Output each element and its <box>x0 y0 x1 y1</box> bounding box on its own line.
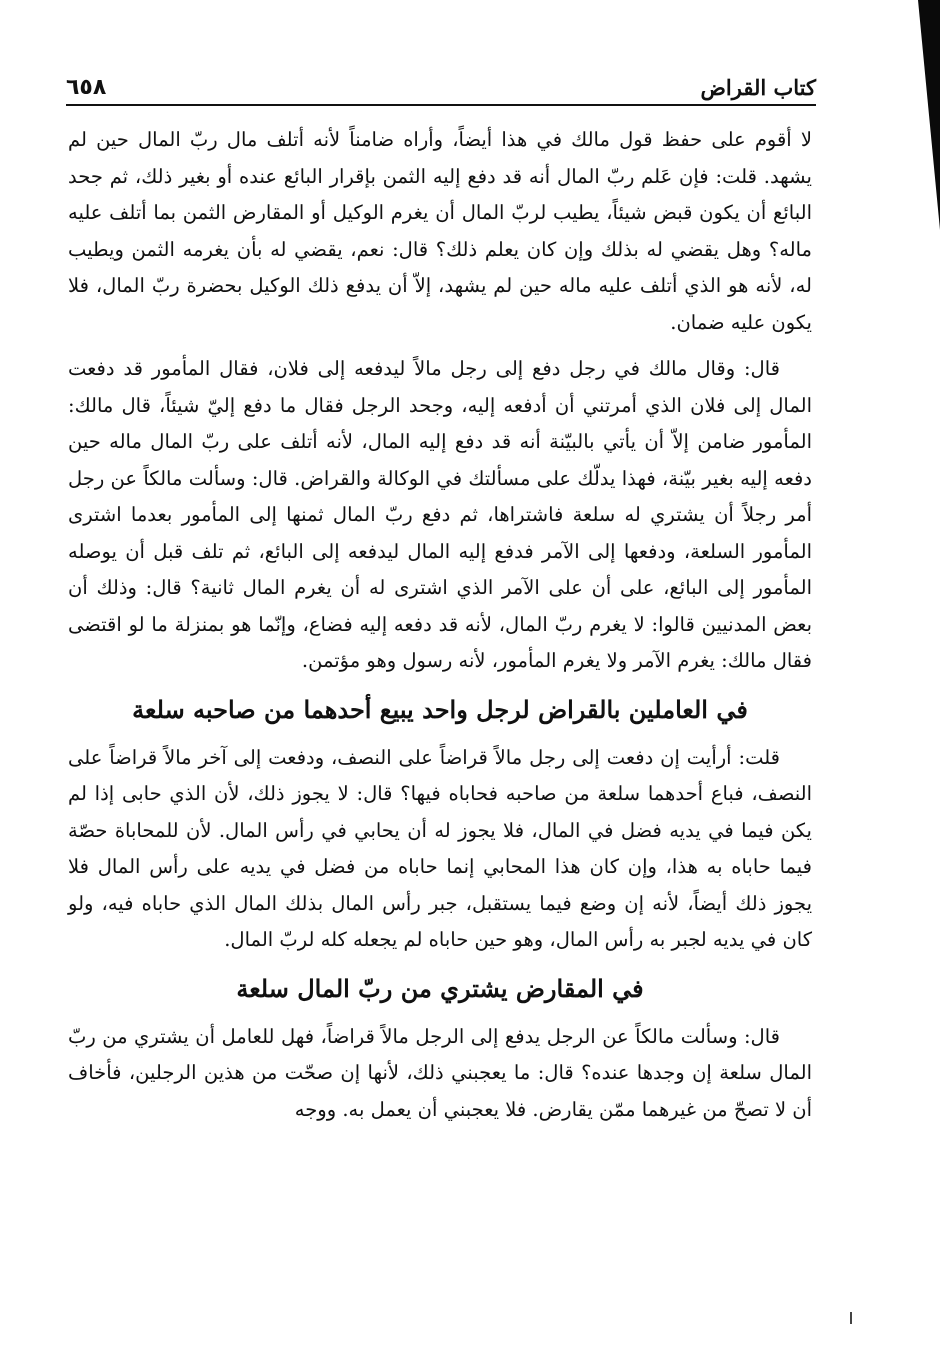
page-body <box>68 122 812 1128</box>
book-title: كتاب القراض <box>700 75 816 100</box>
paragraph-3: قلت: أرأيت إن دفعت إلى رجل مالاً قراضاً على النصف، ودفعت إلى آخر مالاً قراضاً على النصف، فباع أحدهما سلعة من صاحبه فحاباه فيها؟ قال: لا يجوز ذلك، لأن الذي حابى إذا لم يكن فيما في يديه فضل في المال، فلا يجوز له أن يحابي في رأس المال. لأن للمحاباة حصّة فيما حاباه به هذا، وإن كان هذا المحابي إنما حاباه من فضل في يديه على رأس المال فلا يجوز ذلك أيضاً، لأنه إن وضع فيما يستقبل، جبر رأس المال بذلك المال الذي حاباه فيه، ولو كان في يديه لجبر به رأس المال، وهو حين حاباه لم يجعله كله لربّ المال. <box>68 745 812 951</box>
running-header <box>66 66 816 106</box>
scan-mark <box>850 1312 852 1324</box>
section-heading-2: في المقارض يشتري من ربّ المال سلعة <box>236 973 644 1003</box>
page-edge-mark <box>918 0 940 230</box>
paragraph-1: لا أقوم على حفظ قول مالك في هذا أيضاً، وأراه ضامناً لأنه أتلف مال ربّ المال حين لم يشهد. قلت: فإن عَلم ربّ المال أنه قد دفع إليه الثمن بإقرار البائع عنده أو بغير ذلك، ثم جحد البائع أن يكون قبض شيئاً، يطيب لربّ المال أن يغرم الوكيل أو المقارض الثمن بما أتلف عليه ماله؟ وهل يقضي له بذلك وإن كان يعلم ذلك؟ قال: نعم، يقضي له بأن يغرمه الثمن ويطيب له، لأنه هو الذي أتلف عليه ماله حين لم يشهد، إلاّ أن يدفع ذلك الوكيل بحضرة ربّ المال، فلا يكون عليه ضمان. <box>68 128 812 334</box>
page-number: ٦٥٨ <box>66 75 107 100</box>
paragraph-4: قال: وسألت مالكاً عن الرجل يدفع إلى الرجل مالاً قراضاً، فهل للعامل أن يشتري من ربّ المال سلعة إن وجدها عنده؟ قال: ما يعجبني ذلك، لأنها إن صحّت من هذين الرجلين، فأخاف أن لا تصحّ من غيرهما ممّن يقارض. فلا يعجبني أن يعمل به. ووجه <box>68 1024 812 1121</box>
section-heading-1: في العاملين بالقراض لرجل واحد يبيع أحدهما من صاحبه سلعة <box>132 694 748 724</box>
paragraph-2: قال: وقال مالك في رجل دفع إلى رجل مالاً ليدفعه إلى فلان، فقال المأمور قد دفعت المال إلى فلان الذي أمرتني أن أدفعه إليه، وجحد الرجل فقال ما دفع إليّ شيئاً، قال مالك: المأمور ضامن إلاّ أن يأتي بالبيّنة أنه قد دفع إليه المال، لأنه أتلف على ربّ المال ماله حين دفعه إليه بغير بيّنة، فهذا يدلّك على مسألتك في الوكالة والقراض. قال: وسألت مالكاً عن رجل أمر رجلاً أن يشتري له سلعة فاشتراها، ثم دفع ربّ المال ثمنها إلى المأمور بعدما اشترى المأمور السلعة، ودفعها إلى الآمر فدفع إليه المال ليدفعه إلى البائع، ثم تلف قبل أن يوصله المأمور إلى البائع، على أن على الآمر الذي اشترى له أن يغرم المال ثانية؟ قال: وذلك أن بعض المدنيين قالوا: لا يغرم ربّ المال، لأنه قد دفعه إليه فضاع، وإنّما هو بمنزلة ما لو اقتضى فقال مالك: يغرم الآمر ولا يغرم المأمور، لأنه رسول وهو مؤتمن. <box>68 357 812 672</box>
